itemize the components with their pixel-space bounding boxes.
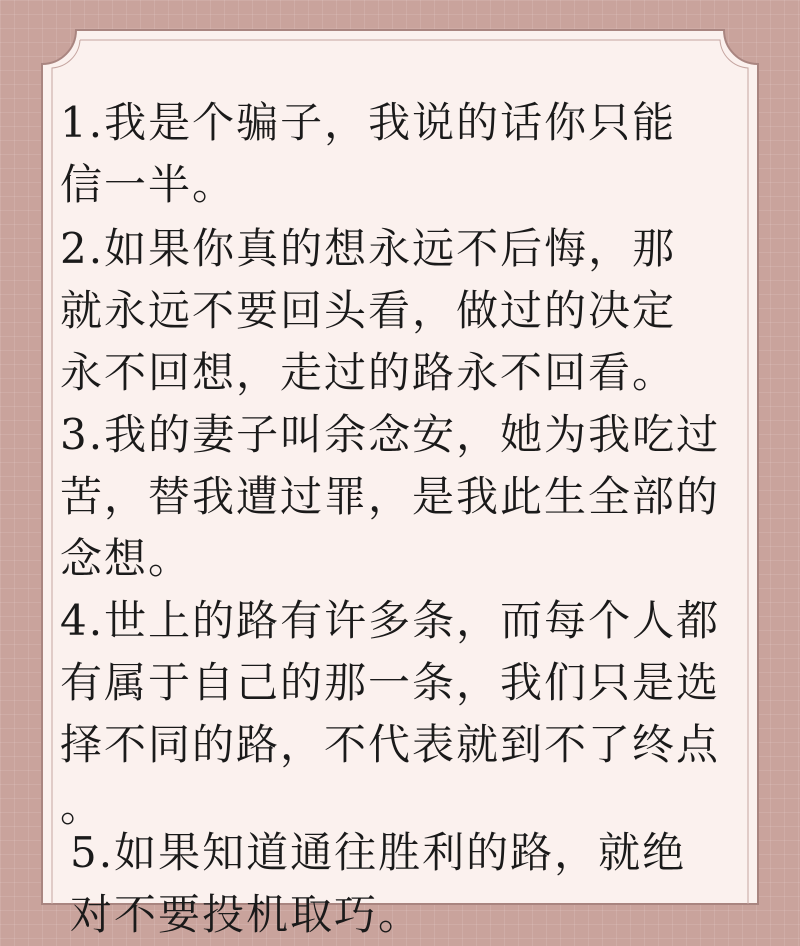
quote-paragraph-3 <box>60 404 720 590</box>
quote-line: 念想。 <box>60 534 193 583</box>
quote-line: 信一半。 <box>60 160 237 209</box>
quote-line: 。 <box>60 782 105 831</box>
quote-line: 苦，替我遭过罪，是我此生全部的 <box>60 472 721 521</box>
quote-line: 1.我是个骗子，我说的话你只能 <box>60 98 677 147</box>
quote-line: 5.如果知道通往胜利的路，就绝 <box>70 828 687 877</box>
quote-line: 3.我的妻子叫余念安，她为我吃过 <box>60 410 721 459</box>
quote-paragraph-2 <box>60 218 676 404</box>
quote-line: 4.世上的路有许多条，而每个人都 <box>60 596 721 645</box>
quote-paragraph-4 <box>60 590 720 838</box>
quote-line: 对不要投机取巧。 <box>70 890 423 939</box>
quote-line: 永不回想，走过的路永不回看。 <box>60 348 677 397</box>
quote-paragraph-5 <box>70 822 686 946</box>
quote-paragraph-1 <box>60 92 676 216</box>
quote-line: 择不同的路，不代表就到不了终点 <box>60 720 721 769</box>
quote-line: 2.如果你真的想永远不后悔，那 <box>60 224 677 273</box>
quote-line: 有属于自己的那一条，我们只是选 <box>60 658 721 707</box>
quote-line: 就永远不要回头看，做过的决定 <box>60 286 677 335</box>
